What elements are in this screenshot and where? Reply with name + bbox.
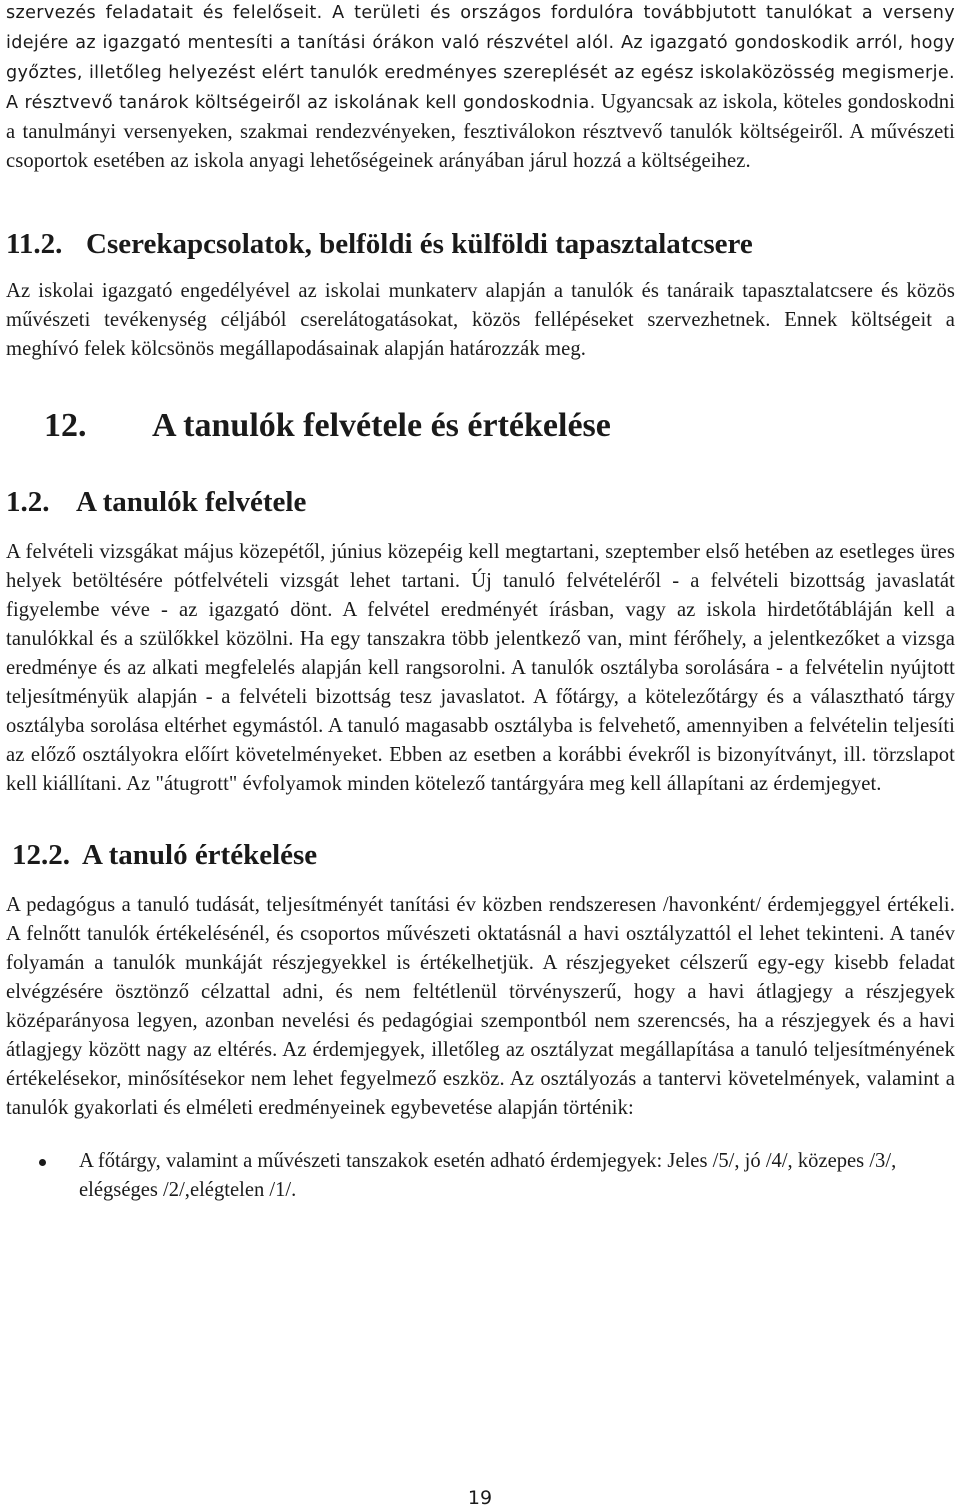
paragraph-evaluation: A pedagógus a tanuló tudását, teljesítményét tanítási év közben rendszeresen /havonként/ érdemjeggyel értékeli. A felnőtt tanulók értékelésénél, és csoportos művészeti oktatásnál a havi osztályzattól el lehet tekinteni. A tanév folyamán a tanulók munkáját részjegyekkel is értékelhetjük. A részjegyeket célszerű egy-egy kisebb feladat elvégzésére ösztönző célzattal adni, és nem feltétlenül törvényszerű, hogy a havi átlagjegy a részjegyek középarányosa legyen, azonban nevelési és pedagógiai szempontból nem szerencsés, ha a részjegyek és a havi átlagjegy között nagy az eltérés. Az érdemjegyek, illetőleg az osztályzat megállapítása a tanuló teljesítményének értékelésekor, minősítésekor nem lehet fegyelmező eszköz. Az osztályozás a tantervi követelmények, valamint a tanulók gyakorlati és elméleti eredményeinek egybevetése alapján történik: bbox=[6, 894, 955, 1119]
paragraph-competition-costs-part-a: szervezés feladatait és felelőseit. A területi és országos fordulóra továbbjutott tanulókat a verseny idejére az igazgató mentesíti a tanítási órákon való részvétel alól. Az igazgató gondoskodik arról, hogy győztes, illetőleg helyezést elért tanulók eredményes szereplését az egész iskolaközösség megismerje. A résztvevő tanárok költségeiről az iskolának kell gondoskodnia. bbox=[6, 3, 955, 113]
page-number: 19 bbox=[467, 1487, 493, 1509]
paragraph-competition-costs bbox=[6, 0, 955, 176]
list-item bbox=[6, 1147, 955, 1205]
page-content bbox=[6, 0, 955, 1205]
chapter-title: A tanulók felvétele és értékelése bbox=[152, 407, 611, 444]
paragraph-admission: A felvételi vizsgákat május közepétől, június közepéig kell megtartani, szeptember első hetében az esetleges üres helyek betöltésére pótfelvételi vizsgát lehet tartani. Új tanuló felvételéről - a felvételi bizottság javaslatát figyelembe véve - az igazgató dönt. A felvétel eredményét írásban, vagy az iskola hirdetőtábláján kell a tanulókkal és a szülőkkel közölni. Ha egy tanszakra több jelentkező van, mint férőhely, a jelentkezőket a vizsga eredménye és az alkati megfelelés alapján kell rangsorolni. A tanulók osztályba sorolására - a felvételin nyújtott teljesítményük alapján - a felvételi bizottság tesz javaslatot. A főtárgy, a kötelezőtárgy és a választható tárgy osztályba sorolása eltérhet egymástól. A tanuló magasabb osztályba is felvehető, amennyiben a felvételin teljesíti az előző osztályokra előírt követelményeket. Ebben az esetben a korábbi évekről is bizonyítványt, ill. törzslapot kell kiállítani. Az "átugrott" évfolyamok minden kötelező tantárgyára meg kell állapítani az érdemjegyet. bbox=[6, 541, 955, 795]
grade-list bbox=[6, 1147, 955, 1205]
paragraph-exchange: Az iskolai igazgató engedélyével az iskolai munkaterv alapján a tanulók és tanáraik tapasztalatcsere és közös művészeti tevékenység céljából cserelátogatásokat, közös fellépéseket szervezhetnek. Ennek költségeit a meghívó felek kölcsönös megállapodásainak alapján határozzák meg. bbox=[6, 280, 955, 360]
section-heading-exchange bbox=[6, 226, 955, 262]
section-number: 12.2. bbox=[12, 839, 70, 871]
chapter-heading-admission-evaluation bbox=[6, 406, 955, 446]
section-heading-evaluation bbox=[6, 837, 955, 873]
section-heading-admission bbox=[6, 484, 955, 520]
chapter-number: 12. bbox=[44, 407, 87, 444]
section-number: 1.2. bbox=[6, 486, 50, 518]
bullet-icon bbox=[39, 1159, 46, 1166]
list-item-text: A főtárgy, valamint a művészeti tanszakok esetén adható érdemjegyek: Jeles /5/, jó /4/, közepes /3/, elégséges /2/,elégtelen /1/. bbox=[79, 1150, 897, 1201]
section-title: Cserekapcsolatok, belföldi és külföldi tapasztalatcsere bbox=[86, 228, 753, 260]
section-number: 11.2. bbox=[6, 228, 63, 260]
paragraph-competition-costs-part-b: Ugyancsak az iskola, köteles gondoskodni a tanulmányi versenyeken, szakmai rendezvényeken, fesztiválokon résztvevő tanulók költségeiről. A művészeti csoportok esetében az iskola anyagi lehetőségeinek arányában járul hozzá a költségeihez. bbox=[6, 91, 955, 172]
section-title: A tanulók felvétele bbox=[76, 486, 307, 518]
section-title: A tanuló értékelése bbox=[82, 839, 318, 871]
